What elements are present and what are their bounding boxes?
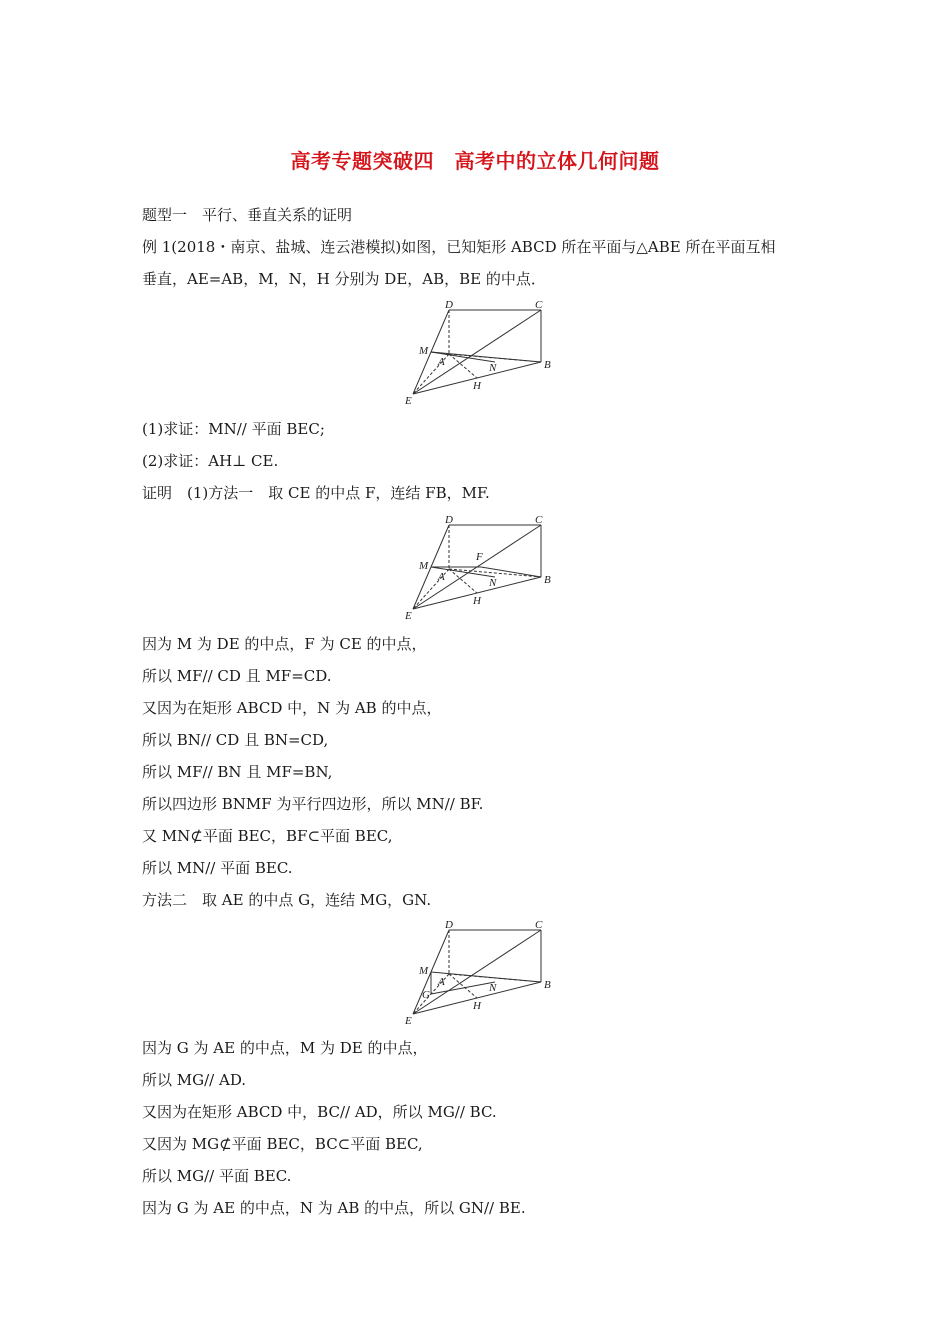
proof-method-1: 证明 (1)方法一 取 CE 的中点 F，连结 FB，MF. [142,484,490,502]
proof-line: 又因为在矩形 ABCD 中，N 为 AB 的中点， [142,699,442,717]
label-A: A [438,356,445,368]
label-N: N [489,982,497,994]
figure-2 [405,511,565,623]
label-H: H [473,380,481,392]
proof-line: 又因为 MG⊄平面 BEC，BC⊂平面 BEC, [142,1135,423,1153]
proof-line: 又因为在矩形 ABCD 中，BC// AD，所以 MG// BC. [142,1103,497,1121]
example-statement-cont: 垂直，AE=AB，M，N，H 分别为 DE，AB，BE 的中点． [142,270,546,288]
proof-line: 所以 MG// AD. [142,1071,247,1089]
proof-line: 所以 MF// BN 且 MF=BN, [142,763,333,781]
label-E: E [405,610,412,622]
label-C: C [535,919,543,931]
label-D: D [445,299,453,311]
label-C: C [535,299,543,311]
label-H: H [473,595,481,607]
proof-line: 所以 BN// CD 且 BN=CD, [142,731,329,749]
label-B: B [544,359,551,371]
label-E: E [405,395,412,407]
proof-line: 因为 G 为 AE 的中点，M 为 DE 的中点， [142,1039,428,1057]
page-title: 高考专题突破四 高考中的立体几何问题 [290,149,660,173]
label-M: M [419,965,429,977]
label-C: C [535,514,543,526]
figure-3 [405,916,565,1028]
label-E: E [405,1015,412,1027]
label-M: M [419,345,429,357]
label-A: A [438,571,445,583]
example-statement: 例 1(2018・南京、盐城、连云港模拟)如图，已知矩形 ABCD 所在平面与△ABE 所在平面互相 [142,238,776,256]
proof-line: 所以 MN// 平面 BEC. [142,859,293,877]
label-B: B [544,979,551,991]
label-D: D [445,514,453,526]
proof-line: 所以 MF// CD 且 MF=CD. [142,667,332,685]
question-2: (2)求证：AH⊥ CE. [142,452,279,470]
label-M: M [419,560,429,572]
proof-line: 又 MN⊄平面 BEC，BF⊂平面 BEC, [142,827,393,845]
question-1: (1)求证：MN// 平面 BEC; [142,420,325,438]
proof-line: 所以 MG// 平面 BEC. [142,1167,292,1185]
proof-line: 所以四边形 BNMF 为平行四边形，所以 MN// BF. [142,795,484,813]
label-B: B [544,574,551,586]
figure-1 [405,296,565,408]
label-H: H [473,1000,481,1012]
proof-line: 因为 G 为 AE 的中点，N 为 AB 的中点，所以 GN// BE. [142,1199,526,1217]
section-heading: 题型一 平行、垂直关系的证明 [142,206,353,224]
proof-line: 因为 M 为 DE 的中点，F 为 CE 的中点， [142,635,427,653]
label-F: F [476,551,483,563]
label-N: N [489,577,497,589]
label-A: A [438,976,445,988]
label-G: G [422,989,430,1001]
label-D: D [445,919,453,931]
label-N: N [489,362,497,374]
proof-method-2: 方法二 取 AE 的中点 G，连结 MG，GN. [142,891,432,909]
